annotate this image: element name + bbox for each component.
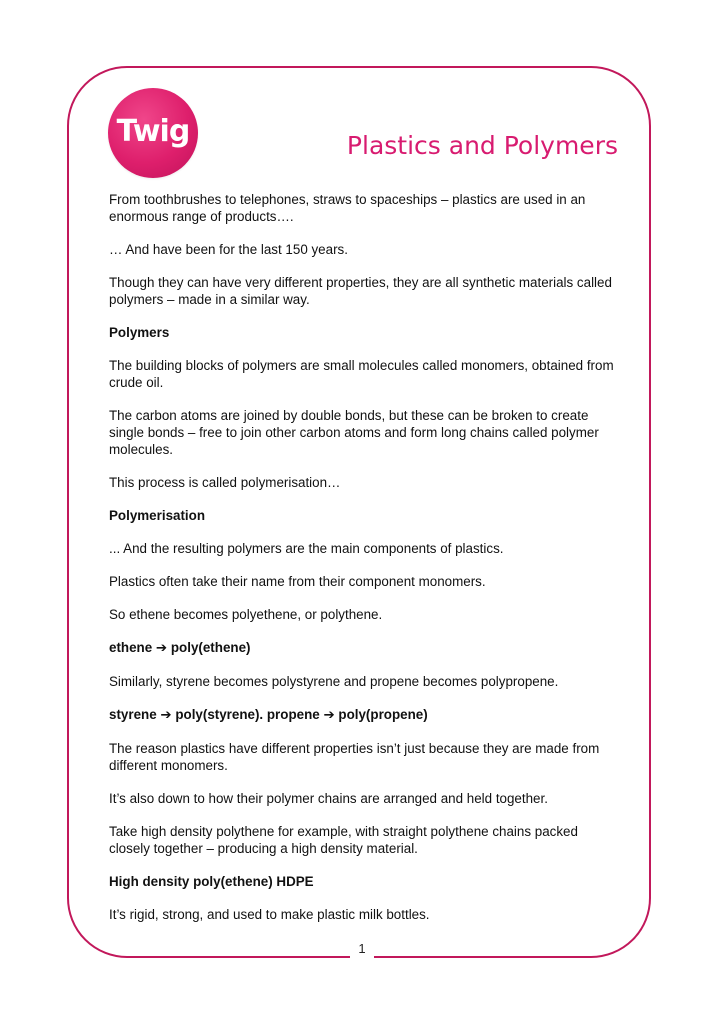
paragraph: The carbon atoms are joined by double bonds, but these can be broken to create single bonds – free to join other carbon atoms and form long chains called polymer molecules. bbox=[109, 408, 599, 457]
paragraph: This process is called polymerisation… bbox=[109, 475, 341, 490]
paragraph: … And have been for the last 150 years. bbox=[109, 242, 348, 257]
paragraph: Plastics often take their name from their component monomers. bbox=[109, 574, 486, 589]
paragraph: From toothbrushes to telephones, straws to spaceships – plastics are used in an enormous range of products…. bbox=[109, 192, 586, 224]
section-heading-hdpe: High density poly(ethene) HDPE bbox=[109, 874, 314, 889]
section-heading-polymerisation: Polymerisation bbox=[109, 508, 205, 523]
equation-term: styrene bbox=[109, 707, 157, 722]
paragraph: Though they can have very different properties, they are all synthetic materials called polymers – made in a similar way. bbox=[109, 275, 612, 307]
paragraph: The reason plastics have different properties isn’t just because they are made from different monomers. bbox=[109, 741, 600, 773]
paragraph: The building blocks of polymers are small molecules called monomers, obtained from crude oil. bbox=[109, 358, 614, 390]
document-body bbox=[109, 191, 621, 939]
page-title: Plastics and Polymers bbox=[346, 131, 618, 160]
paragraph: Take high density polythene for example, with straight polythene chains packed closely together – producing a high density material. bbox=[109, 824, 578, 856]
equation-term: poly(ethene) bbox=[170, 640, 251, 655]
equation-styrene-propene bbox=[109, 706, 621, 724]
right-arrow-icon: ➔ bbox=[323, 708, 335, 723]
paragraph: ... And the resulting polymers are the main components of plastics. bbox=[109, 541, 504, 556]
equation-term: ethene bbox=[109, 640, 153, 655]
twig-logo bbox=[108, 88, 198, 178]
logo-text: Twig bbox=[116, 114, 190, 149]
right-arrow-icon: ➔ bbox=[160, 708, 172, 723]
paragraph: Similarly, styrene becomes polystyrene and propene becomes polypropene. bbox=[109, 674, 559, 689]
page-number: 1 bbox=[358, 941, 366, 956]
equation-term: poly(propene) bbox=[338, 707, 428, 722]
paragraph: It’s rigid, strong, and used to make plastic milk bottles. bbox=[109, 907, 430, 922]
equation-term: poly(styrene). propene bbox=[175, 707, 320, 722]
paragraph: It’s also down to how their polymer chains are arranged and held together. bbox=[109, 791, 548, 806]
right-arrow-icon: ➔ bbox=[155, 641, 168, 656]
paragraph: So ethene becomes polyethene, or polythene. bbox=[109, 607, 383, 622]
equation-ethene bbox=[109, 639, 621, 657]
section-heading-polymers: Polymers bbox=[109, 325, 170, 340]
